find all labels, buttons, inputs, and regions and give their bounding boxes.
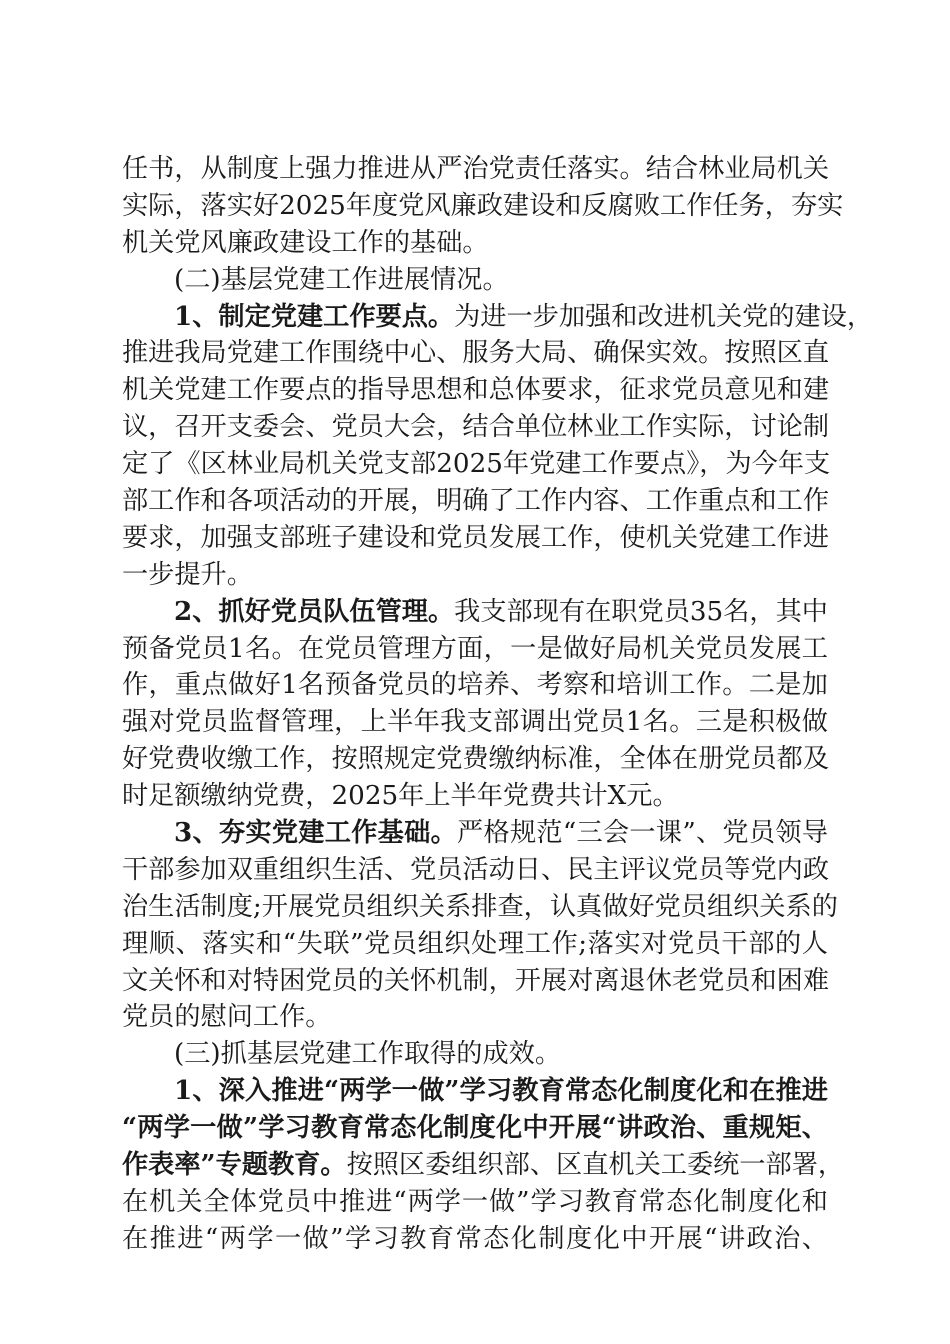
text-line: 任书，从制度上强力推进从严治党责任落实。结合林业局机关 xyxy=(122,154,830,184)
text-line: 定了《区林业局机关党支部2025年党建工作要点》，为今年支 xyxy=(122,449,831,480)
text-line: 推进我局党建工作围绕中心、服务大局、确保实效。按照区直 xyxy=(122,338,830,369)
text-run: 我支部现有在职党员35名，其中 xyxy=(454,596,828,627)
text-line: 在推进“两学一做”学习教育常态化制度化中开展“讲政治、 xyxy=(122,1223,828,1254)
item-heading-3: 3、夯实党建工作基础。 xyxy=(174,817,458,849)
paragraph-3-first-line xyxy=(122,815,828,852)
text-line: 时足额缴纳党费，2025年上半年党费共计X元。 xyxy=(122,781,679,812)
item-heading-1: 1、制定党建工作要点。 xyxy=(174,300,455,332)
section-heading-2: (二)基层党建工作进展情况。 xyxy=(174,264,509,295)
text-line: 干部参加双重组织生活、党员活动日、民主评议党员等党内政 xyxy=(122,854,830,885)
text-line: 一步提升。 xyxy=(122,559,253,590)
text-line: 在机关全体党员中推进“两学一做”学习教育常态化制度化和 xyxy=(122,1186,828,1217)
paragraph-4-line xyxy=(122,1147,845,1184)
text-line: 强对党员监督管理，上半年我支部调出党员1名。三是积极做 xyxy=(122,707,828,738)
paragraph-1-first-line xyxy=(122,299,874,336)
text-line: 部工作和各项活动的开展，明确了工作内容、工作重点和工作 xyxy=(122,486,830,517)
text-line: 议，召开支委会、党员大会，结合单位林业工作实际，讨论制 xyxy=(122,412,830,443)
text-line: 机关党建工作要点的指导思想和总体要求，征求党员意见和建 xyxy=(122,375,830,406)
document-body xyxy=(122,151,874,1258)
text-line: 治生活制度;开展党员组织关系排查，认真做好党员组织关系的 xyxy=(122,891,838,922)
paragraph-2-first-line xyxy=(122,594,828,631)
item-heading-4-line-3: 作表率”专题教育。 xyxy=(122,1149,347,1181)
text-line: 作，重点做好1名预备党员的培养、考察和培训工作。二是加 xyxy=(122,670,828,701)
item-heading-4-line-1: 1、深入推进“两学一做”学习教育常态化制度化和在推进 xyxy=(174,1075,828,1107)
text-line: 实际，落实好2025年度党风廉政建设和反腐败工作任务，夯实 xyxy=(122,190,844,221)
item-heading-2: 2、抓好党员队伍管理。 xyxy=(174,595,455,627)
text-line: 机关党风廉政建设工作的基础。 xyxy=(122,227,489,258)
text-line: 理顺、落实和“失联”党员组织处理工作;落实对党员干部的人 xyxy=(122,928,828,959)
section-heading-3: (三)抓基层党建工作取得的成效。 xyxy=(174,1039,562,1070)
text-line: 党员的慰问工作。 xyxy=(122,1002,332,1033)
text-run: 严格规范“三会一课”、党员领导 xyxy=(457,818,828,849)
text-line: 文关怀和对特困党员的关怀机制，开展对离退休老党员和困难 xyxy=(122,965,830,996)
text-line: 预备党员1名。在党员管理方面，一是做好局机关党员发展工 xyxy=(122,633,828,664)
text-run: 为进一步加强和改进机关党的建设， xyxy=(454,301,874,332)
text-line: 要求，加强支部班子建设和党员发展工作，使机关党建工作进 xyxy=(122,522,830,553)
text-line: 好党费收缴工作，按照规定党费缴纳标准，全体在册党员都及 xyxy=(122,744,830,775)
item-heading-4-line-2: “两学一做”学习教育常态化制度化中开展“讲政治、重规矩、 xyxy=(122,1112,828,1144)
text-run: 按照区委组织部、区直机关工委统一部署， xyxy=(346,1150,845,1181)
